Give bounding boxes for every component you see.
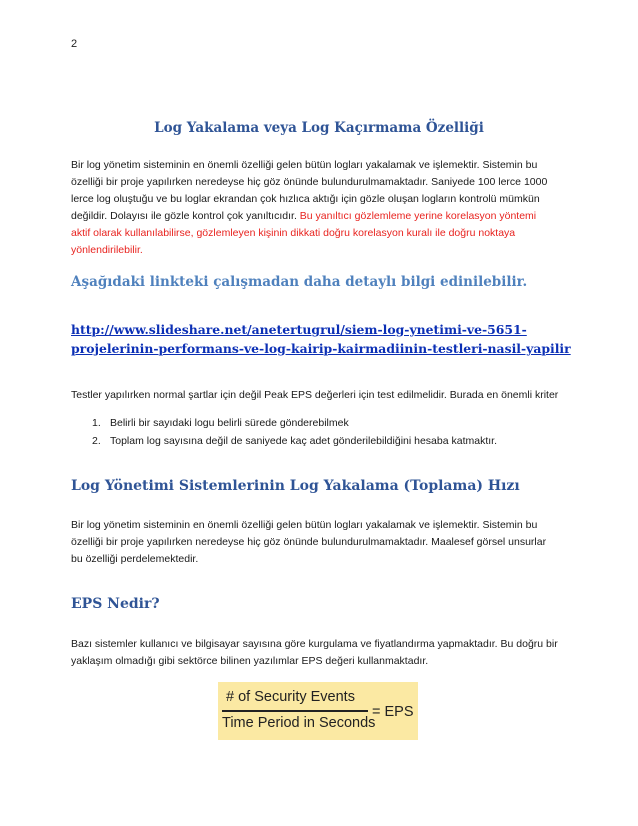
speed-line-1: Bir log yönetim sisteminin en önemli özelliği gelen bütün logları yakalamak ve işlemektir. Sistemin bu <box>71 519 538 531</box>
eps-line-1: Bazı sistemler kullanıcı ve bilgisayar sayısına göre kurgulama ve fiyatlandırma yapmaktadır. Bu doğru bir <box>71 638 558 650</box>
slideshare-link-line-2[interactable]: projelerinin-performans-ve-log-kairip-kairmadiinin-testleri-nasil-yapilir <box>71 341 571 356</box>
intro-line-4 <box>71 208 567 225</box>
slideshare-link-line-1[interactable]: http://www.slideshare.net/anetertugrul/siem-log-ynetimi-ve-5651- <box>71 322 527 337</box>
speed-line-2: özelliği bir proje yapılırken neredeyse hiç göz önünde bulundurulmamaktadır. Maalesef görsel unsurlar <box>71 536 547 548</box>
intro-line-3: lerce log oluştuğu ve bu loglar ekrandan çok hızlıca aktığı için gözle oluşan logların kontrolü mümkün <box>71 193 540 205</box>
speed-paragraph <box>71 517 567 568</box>
speed-heading: Log Yönetimi Sistemlerinin Log Yakalama (Toplama) Hızı <box>71 478 520 494</box>
page-number: 2 <box>71 38 78 50</box>
list-item-text: Belirli bir sayıdaki logu belirli sürede gönderebilmek <box>110 417 349 429</box>
intro-highlight-line-2: yönlendirilebilir. <box>71 244 143 256</box>
intro-line-1: Bir log yönetim sisteminin en önemli özelliği gelen bütün logları yakalamak ve işlemektir. Sistemin bu <box>71 159 538 171</box>
list-item <box>92 432 497 450</box>
intro-paragraph <box>71 157 567 259</box>
intro-line-4-text: değildir. Dolayısı ile gözle kontrol çok yanıltıcıdır. <box>71 210 300 222</box>
eps-line-2: yaklaşım olmadığı gibi sektörce bilinen yazılımlar EPS değeri kullanmaktadır. <box>71 655 429 667</box>
formula-numerator: # of Security Events <box>226 689 355 705</box>
list-item-text: Toplam log sayısına değil de saniyede kaç adet gönderilebildiğini hesaba katmaktır. <box>110 435 497 447</box>
list-item-number: 1. <box>92 417 101 429</box>
intro-highlight-line-1: aktif olarak kullanılabilirse, gözlemleyen kişinin dikkati doğru korelasyon kuralı ile doğru noktaya <box>71 227 516 239</box>
eps-paragraph <box>71 636 567 670</box>
eps-formula-image <box>218 682 418 740</box>
formula-result: = EPS <box>372 704 414 720</box>
slideshare-link[interactable] <box>71 320 571 358</box>
speed-line-3: bu özelliği perdelemektedir. <box>71 553 199 565</box>
formula-fraction-bar <box>222 710 368 712</box>
link-intro-heading: Aşağıdaki linkteki çalışmadan daha detaylı bilgi edinilebilir. <box>71 274 528 290</box>
page-title: Log Yakalama veya Log Kaçırmama Özelliği <box>154 120 484 136</box>
intro-line-2: özelliği bir proje yapılırken neredeyse hiç göz önünde bulundurulmamaktadır. Saniyede 100 lerce 1000 <box>71 176 548 188</box>
test-paragraph: Testler yapılırken normal şartlar için değil Peak EPS değerleri için test edilmelidir. Burada en önemli kriter <box>71 389 559 401</box>
criteria-list <box>92 414 497 450</box>
list-item-number: 2. <box>92 435 101 447</box>
intro-highlight-start: Bu yanıltıcı gözlemleme yerine korelasyon yöntemi <box>299 210 537 222</box>
list-item <box>92 414 497 432</box>
eps-heading: EPS Nedir? <box>71 596 160 612</box>
formula-denominator: Time Period in Seconds <box>222 715 376 731</box>
